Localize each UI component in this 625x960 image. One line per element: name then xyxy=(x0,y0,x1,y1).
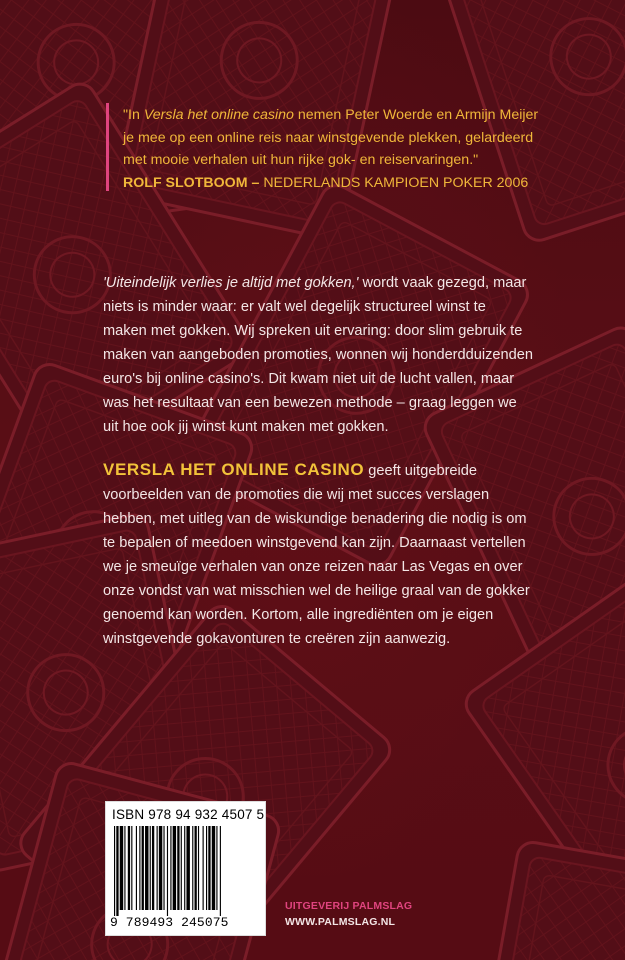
barcode-bar xyxy=(212,826,215,910)
quote-attribution xyxy=(123,172,593,195)
barcode-bar xyxy=(186,826,189,910)
barcode-bar xyxy=(124,826,125,910)
barcode-bar xyxy=(170,826,171,910)
quote-open: "In xyxy=(123,107,144,123)
barcode-bar xyxy=(152,826,154,910)
para2-line: genoemd kan worden. Kortom, alle ingrediënten om je eigen xyxy=(103,607,494,623)
barcode-bar xyxy=(114,826,115,916)
para2-line: hebben, met uitleg van de wiskundige benadering die nodig is om xyxy=(103,511,527,527)
para2-line: winstgevende gokavonturen te creëren zijn aanwezig. xyxy=(103,631,451,647)
para2-line: onze vondst van wat misschien wel de heilige graal van de gokker xyxy=(103,583,530,599)
barcode-bar xyxy=(136,826,137,910)
barcode-bar xyxy=(167,826,168,916)
para2-line: we je smeuïge verhalen van onze reizen naar Las Vegas en over xyxy=(103,559,523,575)
isbn-number: ISBN 978 94 932 4507 5 xyxy=(112,807,265,822)
barcode-bar xyxy=(195,826,197,910)
para1-line: maken met gokken. Wij spreken uit ervaring: door slim gebruik te xyxy=(103,323,523,339)
publisher-website: WWW.PALMSLAG.NL xyxy=(285,916,396,928)
barcode-bar xyxy=(198,826,199,910)
book-title-highlight: VERSLA HET ONLINE CASINO xyxy=(103,460,365,479)
para2-line: te bepalen of meedoen winstgevend kan zijn. Daarnaast vertellen xyxy=(103,535,526,551)
barcode-bar xyxy=(208,826,210,910)
barcode-bar xyxy=(139,826,140,910)
para1-line: uit hoe ook jij winst kunt maken met gokken. xyxy=(103,419,389,435)
barcode-bar xyxy=(142,826,144,910)
para2-line-0 xyxy=(103,458,548,483)
blurb-paragraph-1 xyxy=(103,271,548,439)
barcode-bar xyxy=(216,826,217,910)
barcode-bar xyxy=(157,826,158,910)
barcode-bar xyxy=(163,826,164,910)
barcode-bar xyxy=(150,826,151,910)
para1-lead-quote: 'Uiteindelijk verlies je altijd met gokken,' xyxy=(103,275,359,291)
para1-line-0 xyxy=(103,271,548,295)
barcode-bar xyxy=(173,826,176,910)
barcode-bar xyxy=(131,826,132,910)
quote-author-title: NEDERLANDS KAMPIOEN POKER 2006 xyxy=(263,174,529,191)
para1-line: niets is minder waar: er valt wel degelijk structureel winst te xyxy=(103,299,486,315)
ean-digits: 9 789493 245075 xyxy=(110,915,229,930)
barcode-bar xyxy=(203,826,204,910)
review-quote xyxy=(123,104,593,194)
barcode-bar xyxy=(177,826,179,910)
barcode-bar xyxy=(184,826,185,910)
para1-line: maken van aangeboden promoties, wonnen wij honderdduizenden xyxy=(103,347,534,363)
barcode-bar xyxy=(192,826,193,910)
barcode-bar xyxy=(220,826,221,916)
isbn-barcode xyxy=(105,801,266,936)
barcode-bar xyxy=(116,826,118,916)
quote-line-3: met mooie verhalen uit hun rijke gok- en reiservaringen." xyxy=(123,152,479,168)
quote-line-1-rest: nemen Peter Woerde en Armijn Meijer xyxy=(293,107,539,123)
para2-lead-rest: geeft uitgebreide xyxy=(364,463,478,479)
para1-lead-rest: wordt vaak gezegd, maar xyxy=(358,275,527,291)
para1-line: was het resultaat van een bewezen methode – graag leggen we xyxy=(103,395,517,411)
para1-line: euro's bij online casino's. Dit kwam niet uit de lucht vallen, maar xyxy=(103,371,515,387)
barcode-bar xyxy=(181,826,182,910)
barcode-bars xyxy=(114,826,257,916)
barcode-bar xyxy=(128,826,130,910)
quote-line-1 xyxy=(123,104,593,127)
barcode-bar xyxy=(120,826,123,910)
quote-line-2: je mee op een online reis naar winstgevende plekken, gelardeerd xyxy=(123,129,534,146)
barcode-bar xyxy=(159,826,162,910)
para2-line: voorbeelden van de promoties die wij met succes verslagen xyxy=(103,487,490,503)
quote-author: ROLF SLOTBOOM – xyxy=(123,174,260,191)
quote-accent-bar xyxy=(106,103,109,191)
barcode-bar xyxy=(206,826,207,910)
publisher-name: UITGEVERIJ PALMSLAG xyxy=(285,900,413,912)
quote-book-title: Versla het online casino xyxy=(143,107,294,123)
blurb-paragraph-2 xyxy=(103,458,548,651)
barcode-bar xyxy=(145,826,148,910)
